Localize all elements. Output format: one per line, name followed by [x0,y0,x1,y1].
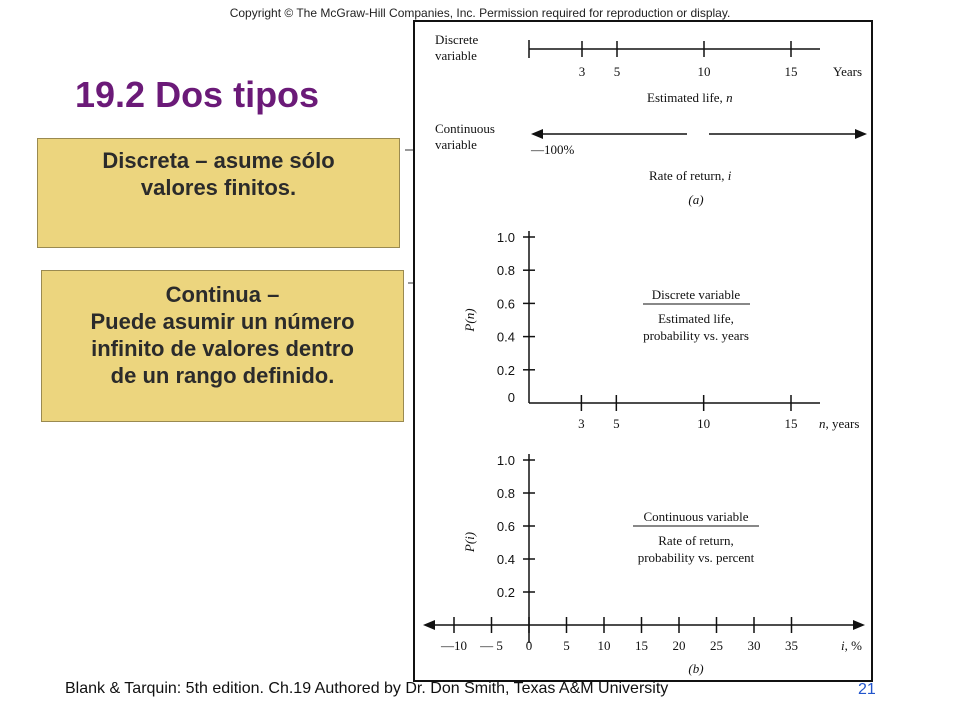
chart-discrete [462,230,859,431]
rate-of-return-var: i [727,168,732,183]
legend-title: Discrete variable [651,287,741,302]
x-tick-label-0: —10 [441,638,467,653]
x-tick-label-1: — 5 [480,638,503,653]
x-tick-label-9: 35 [785,638,798,653]
chart-continuous [423,453,865,676]
continuous-definition-line-3: infinito de valores dentro [91,336,354,361]
minus-100-label: —100% [531,142,575,157]
continuous-label-line-1: Continuous [435,121,495,136]
rate-of-return-text: Rate of return, [649,168,728,183]
x-unit-label [819,416,859,431]
x-unit-var: n [819,416,826,431]
y-tick-label-1-0: 1.0 [496,230,515,245]
y-tick-label-0-4: 0.4 [496,329,515,345]
x-axis-arrow-left [423,620,435,630]
footer-citation: Blank & Tarquin: 5th edition. Ch.19 Authored by Dr. Don Smith, Texas A&M University [65,680,669,697]
discrete-tick-label-10: 10 [697,64,711,79]
legend-title: Continuous variable [643,509,749,524]
part-b-label: (b) [688,661,704,676]
x-unit-text: , % [844,638,862,653]
rate-of-return-label [649,168,732,183]
continuous-definition-line-2: Puede asumir un número [90,309,355,334]
legend-text-1: Rate of return, [658,533,734,548]
part-a-label: (a) [688,192,704,207]
continuous-arrow-left [531,129,543,139]
discrete-tick-label-3: 3 [578,64,586,79]
x-tick-label-4: 10 [597,638,611,653]
x-tick-label-7: 25 [710,638,723,653]
x-unit-text: , years [825,416,860,431]
x-tick-label-3: 3 [578,416,585,431]
slide-title: 19.2 Dos tipos [75,74,320,115]
y-tick-label-0-2: 0.2 [496,362,515,378]
x-tick-label-10: 10 [697,416,711,431]
x-tick-label-2: 0 [525,638,533,653]
legend-text-2: probability vs. years [643,328,749,343]
x-tick-label-3: 5 [563,638,570,653]
x-tick-label-15: 15 [784,416,798,431]
y-tick-label-0-2: 0.2 [496,585,515,600]
continuous-definition-line-1: Continua – [165,282,280,307]
continuous-definition-line-4: de un rango definido. [110,363,335,388]
legend-text-2: probability vs. percent [637,550,755,565]
x-tick-label-8: 30 [747,638,761,653]
discrete-tick-label-15: 15 [784,64,798,79]
y-tick-label-0-8: 0.8 [496,486,515,501]
x-unit-var: i [841,638,845,653]
y-tick-label-1-0: 1.0 [496,453,515,468]
continuous-arrow-right [855,129,867,139]
y-tick-label-0-8: 0.8 [496,263,515,279]
discrete-tick-label-5: 5 [613,64,621,79]
y-tick-label-0-6: 0.6 [496,519,515,534]
estimated-life-label [647,90,733,105]
legend-text-1: Estimated life, [658,311,734,326]
x-tick-label-5: 15 [635,638,648,653]
y-tick-label-0: 0 [507,390,515,405]
discrete-label-line-2: variable [435,48,477,63]
x-tick-label-5: 5 [613,416,620,431]
years-label: Years [833,64,863,79]
y-axis-label: P(i) [462,531,477,553]
discrete-definition-line-1: Discreta – asume sólo [102,148,335,173]
figure-svg [415,22,871,680]
discrete-label-line-1: Discrete [435,32,479,47]
copyright-notice: Copyright © The McGraw-Hill Companies, Inc. Permission required for reproduction or display. [229,6,731,20]
x-axis-arrow-right [853,620,865,630]
estimated-life-text: Estimated life, [647,90,727,105]
estimated-life-var: n [726,90,733,105]
y-tick-label-0-4: 0.4 [496,552,515,567]
y-axis-label: P(n) [462,308,477,332]
page-number: 21 [858,681,876,698]
x-unit-label [841,638,862,653]
figure-frame [413,20,873,682]
continuous-label-line-2: variable [435,137,477,152]
x-tick-label-6: 20 [672,638,686,653]
discrete-definition-line-2: valores finitos. [140,175,297,200]
y-tick-label-0-6: 0.6 [496,296,515,312]
